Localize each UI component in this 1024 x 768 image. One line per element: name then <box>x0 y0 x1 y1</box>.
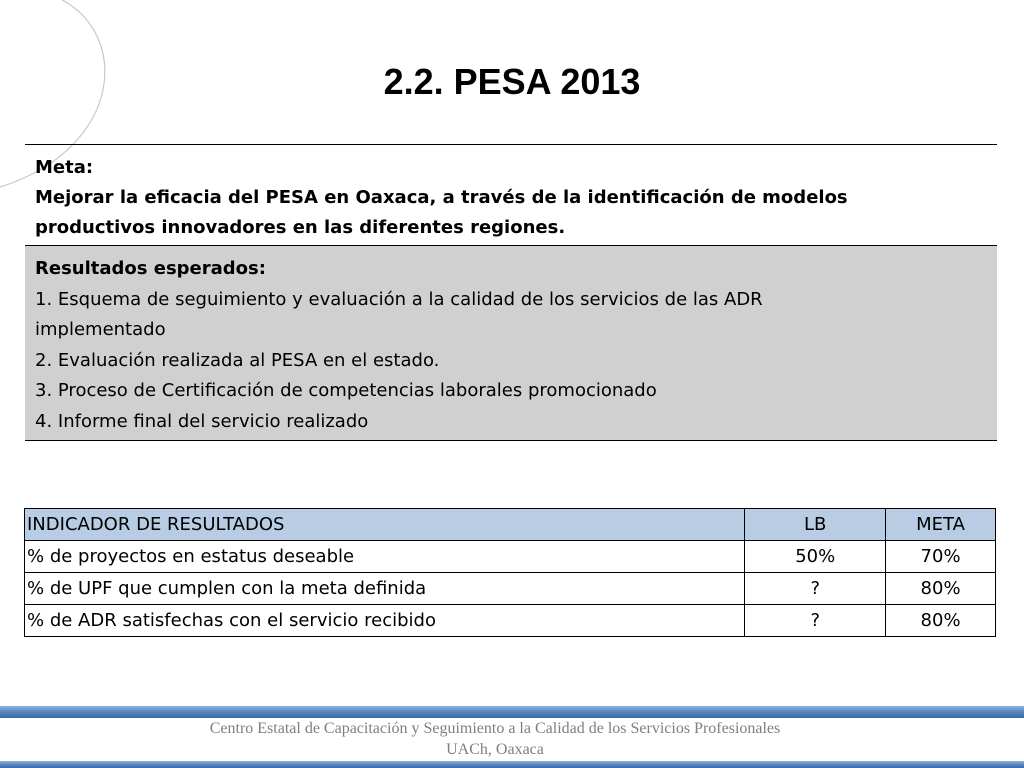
meta-line: productivos innovadores en las diferentes regiones. <box>35 217 566 238</box>
meta-line: Mejorar la eficacia del PESA en Oaxaca, a través de la identificación de modelos <box>35 187 848 208</box>
indicator-cell: % de proyectos en estatus deseable <box>25 541 745 573</box>
results-line: implementado <box>35 319 166 340</box>
results-heading: Resultados esperados: <box>35 258 266 279</box>
meta-cell: 80% <box>886 573 996 605</box>
lb-cell: 50% <box>745 541 886 573</box>
results-line: 1. Esquema de seguimiento y evaluación a la calidad de los servicios de las ADR <box>35 288 763 310</box>
table-row <box>25 605 996 637</box>
footer-bar-bottom <box>0 761 1024 768</box>
slide-title: 2.2. PESA 2013 <box>383 61 641 102</box>
results-block <box>25 246 997 441</box>
footer-bar-top <box>0 706 1024 718</box>
results-line: 2. Evaluación realizada al PESA en el estado. <box>35 349 440 371</box>
header-indicator: INDICADOR DE RESULTADOS <box>25 509 745 541</box>
meta-cell: 80% <box>886 605 996 637</box>
footer-line-1: Centro Estatal de Capacitación y Seguimiento a la Calidad de los Servicios Profesionales <box>209 720 781 737</box>
results-line: 3. Proceso de Certificación de competencias laborales promocionado <box>35 380 657 401</box>
indicator-table <box>24 508 996 637</box>
indicator-cell: % de UPF que cumplen con la meta definida <box>25 573 745 605</box>
meta-heading: Meta: <box>35 157 94 178</box>
table-row <box>25 541 996 573</box>
header-meta: META <box>886 509 996 541</box>
indicator-cell: % de ADR satisfechas con el servicio recibido <box>25 605 745 637</box>
header-lb: LB <box>745 509 886 541</box>
results-line: 4. Informe final del servicio realizado <box>35 410 369 432</box>
footer-text <box>0 718 990 760</box>
table-header-row <box>25 509 996 541</box>
lb-cell: ? <box>745 605 886 637</box>
meta-block <box>25 144 997 246</box>
meta-cell: 70% <box>886 541 996 573</box>
lb-cell: ? <box>745 573 886 605</box>
table-row <box>25 573 996 605</box>
footer-line-2: UACh, Oaxaca <box>446 741 544 758</box>
